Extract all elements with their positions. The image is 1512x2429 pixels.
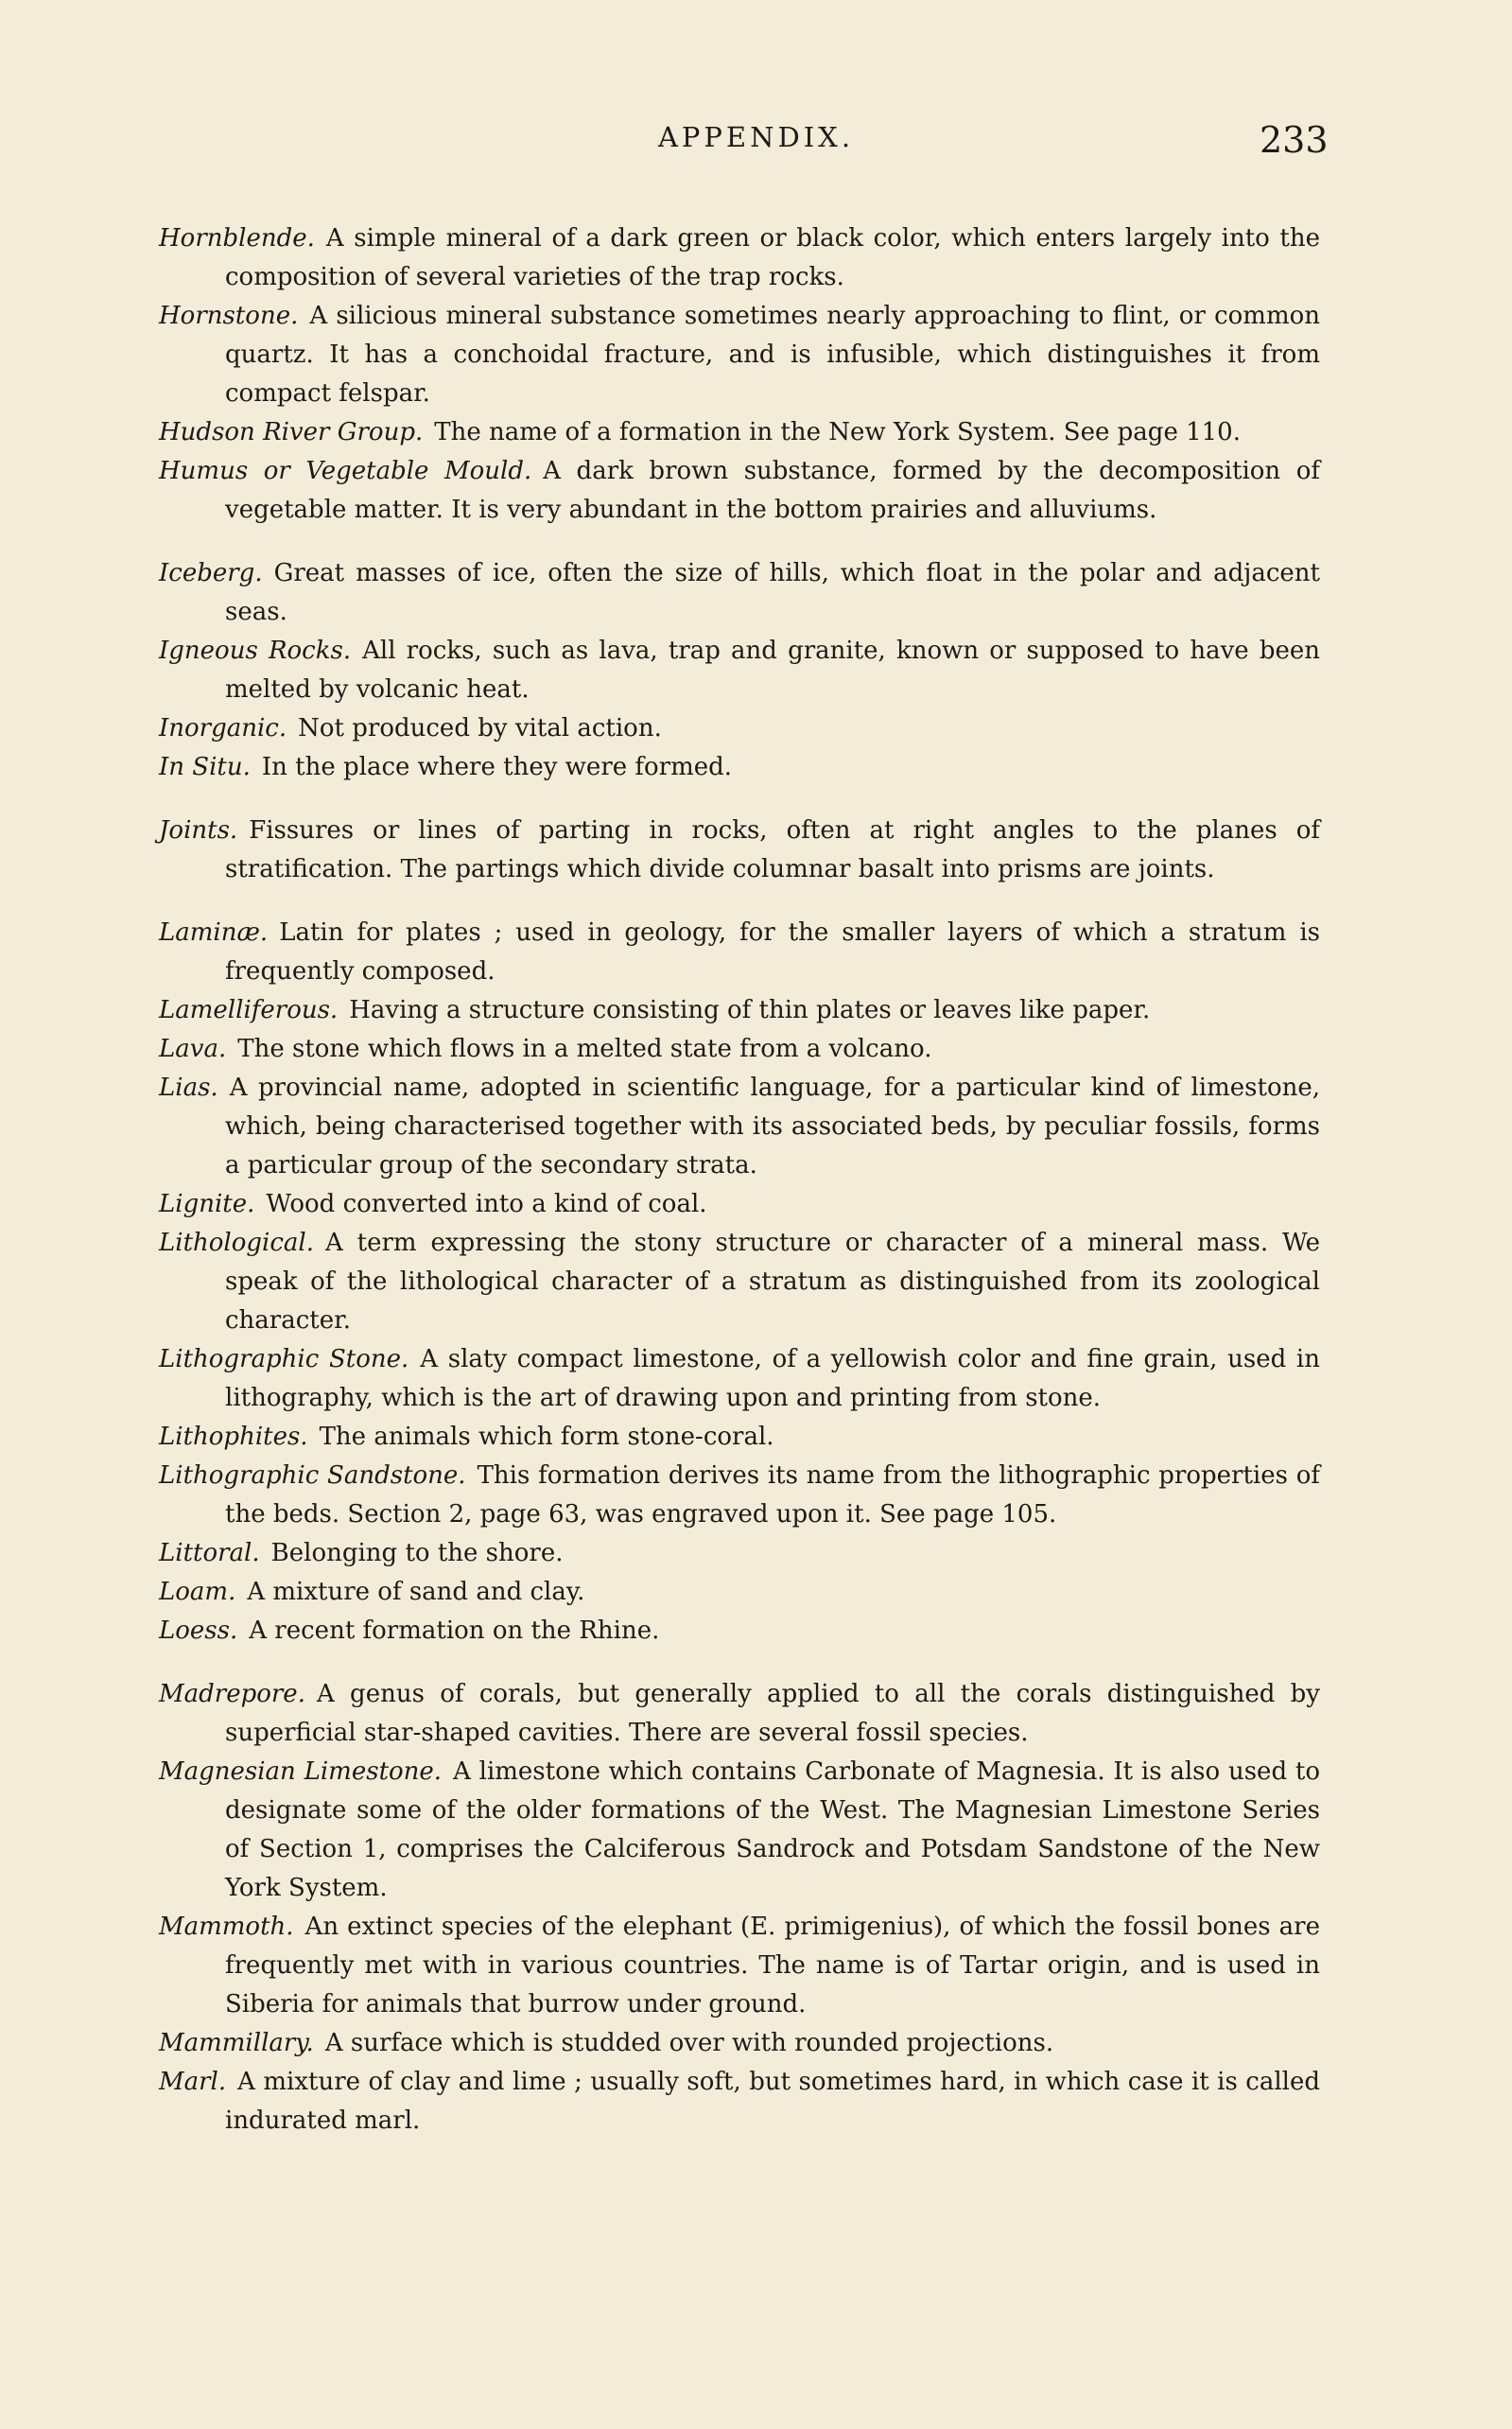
glossary-entry (159, 1675, 1320, 1753)
entry-term: Mammoth. (159, 1913, 294, 1941)
entry-definition: A dark brown substance, formed by the decomposition of vegetable matter. It is very abundant in the bottom prairies and alluviums. (225, 457, 1320, 524)
entry-definition: Great masses of ice, often the size of hills, which float in the polar and adjacent seas. (225, 559, 1320, 626)
letter-group-gap (159, 889, 1320, 914)
entry-term: Lithographic Sandstone. (159, 1461, 466, 1490)
entry-term: Lava. (159, 1035, 227, 1063)
entry-definition: Wood converted into a kind of coal. (266, 1190, 707, 1218)
entry-definition: A simple mineral of a dark green or black color, which enters largely into the composition of several varieties of the trap rocks. (225, 224, 1320, 291)
entry-definition: Latin for plates ; used in geology, for the smaller layers of which a stratum is frequently composed. (225, 918, 1320, 986)
entry-definition: This formation derives its name from the lithographic properties of the beds. Section 2, page 63, was engraved upon it. See page 105. (225, 1461, 1320, 1529)
entry-term: Lithophites. (159, 1423, 308, 1451)
entry-term: Humus or Vegetable Mould. (159, 457, 532, 485)
entry-definition: All rocks, such as lava, trap and granite, known or supposed to have been melted by volcanic heat. (225, 637, 1320, 704)
glossary-entry (159, 1457, 1320, 1534)
entry-term: Magnesian Limestone. (159, 1757, 443, 1786)
entry-definition: Belonging to the shore. (270, 1539, 564, 1567)
entry-definition: The stone which flows in a melted state from a volcano. (237, 1035, 932, 1063)
glossary-entry (159, 709, 1320, 748)
glossary-entry (159, 748, 1320, 787)
entry-term: Littoral. (159, 1539, 260, 1567)
entry-term: Loam. (159, 1578, 236, 1606)
glossary-entry (159, 1418, 1320, 1457)
letter-group-gap (159, 1651, 1320, 1675)
glossary-entry (159, 1030, 1320, 1069)
entry-definition: A silicious mineral substance sometimes nearly approaching to flint, or common quartz. It has a conchoidal fracture, and is infusible, which distinguishes it from compact felspar. (225, 302, 1320, 408)
glossary-entry (159, 297, 1320, 413)
entry-definition: A genus of corals, but generally applied to all the corals distinguished by superficial star-shaped cavities. There are several fossil species. (225, 1680, 1320, 1747)
entry-term: Lias. (159, 1074, 218, 1102)
letter-group-gap (159, 787, 1320, 812)
glossary-entry (159, 1069, 1320, 1185)
entry-term: Mammillary. (159, 2029, 314, 2057)
glossary-entry (159, 1340, 1320, 1418)
entry-term: Madrepore. (159, 1680, 305, 1708)
entry-definition: A recent formation on the Rhine. (249, 1616, 660, 1645)
page-number: 233 (1260, 119, 1329, 161)
entry-definition: A mixture of clay and lime ; usually soft, but sometimes hard, in which case it is called indurated marl. (225, 2068, 1320, 2135)
glossary-entry (159, 1534, 1320, 1573)
entry-definition: An extinct species of the elephant (E. primigenius), of which the fossil bones are frequently met with in various countries. The name is of Tartar origin, and is used in Siberia for animals that burrow under ground. (225, 1913, 1320, 2018)
glossary (159, 219, 1320, 2141)
letter-group-gap (159, 530, 1320, 554)
glossary-entry (159, 452, 1320, 530)
entry-term: Iceberg. (159, 559, 263, 587)
entry-definition: A slaty compact limestone, of a yellowish color and fine grain, used in lithography, which is the art of drawing upon and printing from stone. (225, 1345, 1320, 1412)
entry-definition: The animals which form stone-coral. (319, 1423, 774, 1451)
entry-term: Loess. (159, 1616, 238, 1645)
entry-definition: A mixture of sand and clay. (247, 1578, 585, 1606)
entry-definition: Having a structure consisting of thin plates or leaves like paper. (349, 996, 1151, 1024)
entry-term: Lithological. (159, 1229, 314, 1257)
entry-term: Marl. (159, 2068, 227, 2096)
entry-definition: In the place where they were formed. (261, 753, 733, 781)
glossary-entry (159, 1185, 1320, 1224)
entry-term: Igneous Rocks. (159, 637, 352, 665)
glossary-entry (159, 554, 1320, 632)
glossary-entry (159, 1612, 1320, 1651)
entry-definition: A term expressing the stony structure or character of a mineral mass. We speak of the lithological character of a stratum as distinguished from its zoological character. (225, 1229, 1320, 1335)
entry-term: Lithographic Stone. (159, 1345, 409, 1373)
entry-term: Lignite. (159, 1190, 255, 1218)
glossary-entry (159, 914, 1320, 991)
glossary-entry (159, 2063, 1320, 2141)
entry-definition: The name of a formation in the New York System. See page 110. (434, 418, 1241, 446)
entry-term: Joints. (159, 816, 238, 845)
entry-definition: Not produced by vital action. (298, 714, 662, 743)
glossary-entry (159, 2024, 1320, 2063)
glossary-entry (159, 219, 1320, 297)
entry-definition: Fissures or lines of parting in rocks, often at right angles to the planes of stratification. The partings which divide columnar basalt into prisms are joints. (225, 816, 1320, 883)
entry-term: Hudson River Group. (159, 418, 424, 446)
entry-term: Lamelliferous. (159, 996, 339, 1024)
running-head: APPENDIX. (657, 121, 855, 153)
glossary-entry (159, 991, 1320, 1030)
glossary-entry (159, 632, 1320, 709)
entry-term: Laminæ. (159, 918, 269, 947)
glossary-entry (159, 413, 1320, 452)
entry-term: Inorganic. (159, 714, 287, 743)
entry-definition: A surface which is studded over with rounded projections. (324, 2029, 1054, 2057)
glossary-entry (159, 1224, 1320, 1340)
entry-term: Hornblende. (159, 224, 315, 253)
entry-definition: A provincial name, adopted in scientific language, for a particular kind of limestone, which, being characterised together with its associated beds, by peculiar fossils, forms a particular group of the secondary strata. (225, 1074, 1320, 1180)
entry-definition: A limestone which contains Carbonate of Magnesia. It is also used to designate some of the older formations of the West. The Magnesian Limestone Series of Section 1, comprises the Calciferous Sandrock and Potsdam Sandstone of the New York System. (225, 1757, 1320, 1902)
glossary-entry (159, 1908, 1320, 2024)
entry-term: In Situ. (159, 753, 251, 781)
glossary-entry (159, 1753, 1320, 1908)
glossary-entry (159, 812, 1320, 889)
glossary-entry (159, 1573, 1320, 1612)
entry-term: Hornstone. (159, 302, 299, 330)
